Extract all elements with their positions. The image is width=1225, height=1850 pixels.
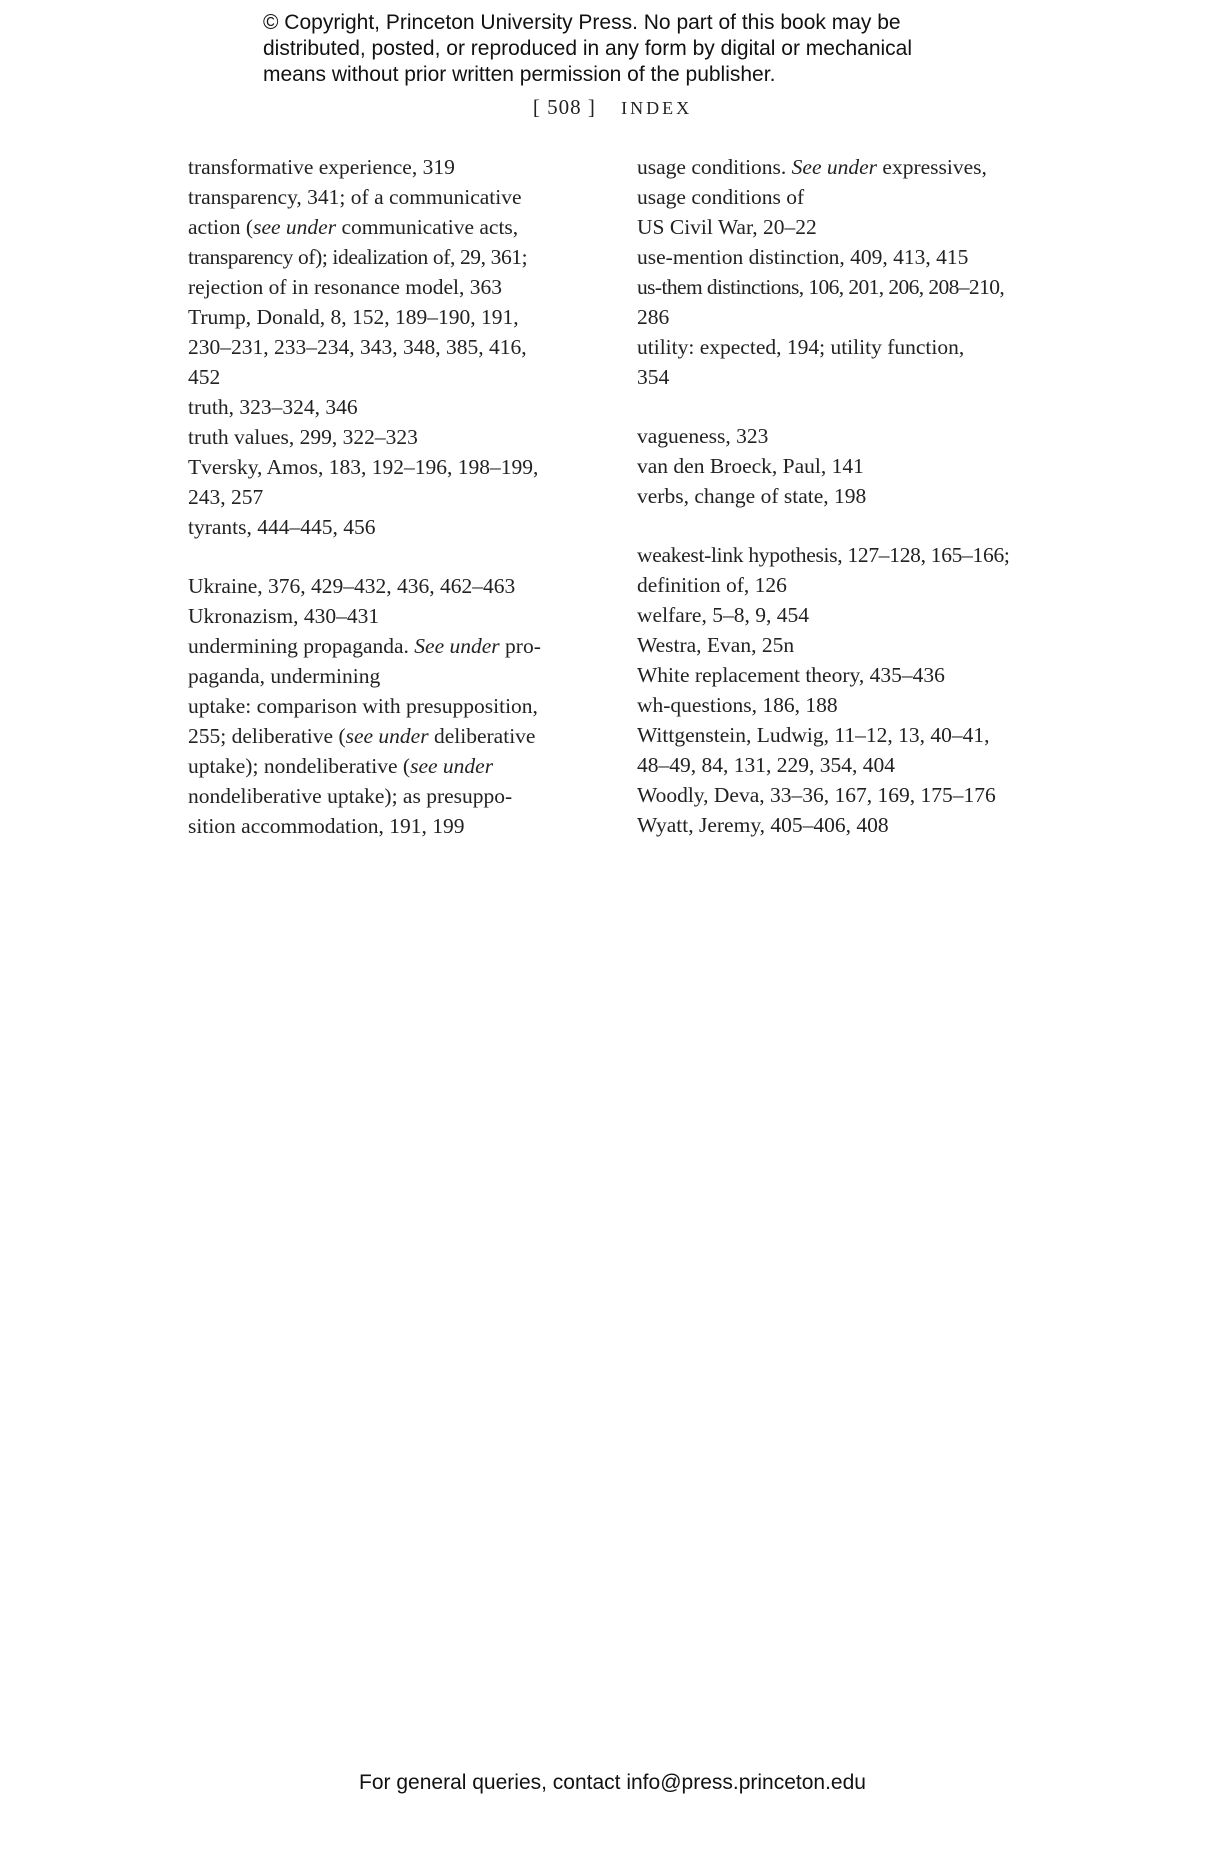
index-entry: Wittgenstein, Ludwig, 11–12, 13, 40–41, 48–49, 84, 131, 229, 354, 404 bbox=[637, 723, 990, 777]
index-entry: Ukraine, 376, 429–432, 436, 462–463 bbox=[188, 574, 516, 598]
index-entry: White replacement theory, 435–436 bbox=[637, 663, 945, 687]
index-entry: utility: expected, 194; utility function, 354 bbox=[637, 335, 965, 389]
index-entry: US Civil War, 20–22 bbox=[637, 215, 817, 239]
index-entry: verbs, change of state, 198 bbox=[637, 484, 867, 508]
running-head bbox=[0, 94, 1225, 121]
index-entry: uptake: comparison with presupposition, 255; deliberative (see under deliberative uptake); nondeliberative (see under nondeliberative uptake); as presuppo- sition accommodation, 191, 199 bbox=[188, 694, 538, 838]
index-entry: Ukronazism, 430–431 bbox=[188, 604, 380, 628]
index-entry: wh-questions, 186, 188 bbox=[637, 693, 838, 717]
index-entry: Woodly, Deva, 33–36, 167, 169, 175–176 bbox=[637, 783, 996, 807]
section-title: INDEX bbox=[621, 98, 693, 118]
letter-group-gap bbox=[188, 542, 608, 571]
index-entry: transparency, 341; of a communicative action (see under communicative acts, transparency of); idealization of, 29, 361; rejection of in resonance model, 363 bbox=[188, 185, 528, 299]
index-entry: Wyatt, Jeremy, 405–406, 408 bbox=[637, 813, 889, 837]
index-entry: vagueness, 323 bbox=[637, 424, 769, 448]
footer-contact: For general queries, contact info@press.princeton.edu bbox=[359, 1771, 866, 1794]
index-entry: undermining propaganda. See under pro- paganda, undermining bbox=[188, 634, 541, 688]
index-entry: usage conditions. See under expressives, usage conditions of bbox=[637, 155, 987, 209]
copyright-line: means without prior written permission of the publisher. bbox=[263, 63, 776, 86]
copyright-notice bbox=[263, 10, 1023, 88]
index-entry: Trump, Donald, 8, 152, 189–190, 191, 230–231, 233–234, 343, 348, 385, 416, 452 bbox=[188, 305, 527, 389]
index-entry: tyrants, 444–445, 456 bbox=[188, 515, 376, 539]
page-number: [ 508 ] bbox=[532, 95, 596, 119]
index-entry: Tversky, Amos, 183, 192–196, 198–199, 243, 257 bbox=[188, 455, 539, 509]
letter-group-gap bbox=[637, 511, 1057, 540]
index-entry: truth, 323–324, 346 bbox=[188, 395, 358, 419]
index-entry: van den Broeck, Paul, 141 bbox=[637, 454, 864, 478]
letter-group-gap bbox=[637, 392, 1057, 421]
index-entry: truth values, 299, 322–323 bbox=[188, 425, 418, 449]
copyright-line: © Copyright, Princeton University Press. No part of this book may be bbox=[263, 11, 901, 34]
index-entry: use-mention distinction, 409, 413, 415 bbox=[637, 245, 969, 269]
index-entry: transformative experience, 319 bbox=[188, 155, 455, 179]
index-entry: Westra, Evan, 25n bbox=[637, 633, 795, 657]
copyright-line: distributed, posted, or reproduced in any form by digital or mechanical bbox=[263, 37, 913, 60]
index-column-right bbox=[637, 152, 1057, 840]
index-column-left bbox=[188, 152, 608, 841]
index-entry: weakest-link hypothesis, 127–128, 165–166; definition of, 126 bbox=[637, 543, 1010, 597]
index-entry: welfare, 5–8, 9, 454 bbox=[637, 603, 809, 627]
index-entry: us-them distinctions, 106, 201, 206, 208–210, 286 bbox=[637, 275, 1005, 329]
